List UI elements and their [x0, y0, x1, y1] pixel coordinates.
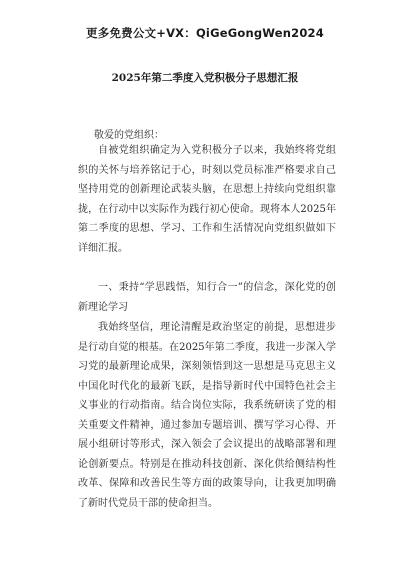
paragraph-section-1: 我始终坚信，理论清醒是政治坚定的前提，思想进步是行动自觉的根基。在2025年第二季度，我进一步深入学习党的最新理论成果，深刻领悟到这一思想是马克思主义中国化时代化的最新飞跃，是指导新时代中国特色社会主义事业的行动指南。结合岗位实际，我系统研读了党的相关重要文件精神，通过参加专题培训、撰写学习心得、开展小组研讨等形式，深入领会了会议提出的战略部署和理论创新要点。特别是在推动科技创新、深化供给侧结构性改革、保障和改善民生等方面的政策导向，让我更加明确了新时代党员干部的使命担当。	[78, 322, 336, 509]
section-heading-1: 一、秉持“学思践悟，知行合一”的信念，深化党的创新理论学习	[78, 282, 336, 313]
salutation: 敬爱的党组织：	[94, 130, 164, 141]
document-title: 2025年第二季度入党积极分子思想汇报	[111, 72, 299, 84]
paragraph-intro: 自被党组织确定为入党积极分子以来，我始终将党组织的关怀与培养铭记于心，时刻以党员标准严格要求自己坚持用党的创新理论武装头脑，在思想上持续向党组织靠拢，在行动中以实际作为践行初心使命。现将本人2025年第二季度的思想、学习、工作和生活情况向党组织做如下详细汇报。	[78, 145, 336, 254]
promo-header: 更多免费公文+VX：QiGeGongWen2024	[86, 26, 324, 40]
